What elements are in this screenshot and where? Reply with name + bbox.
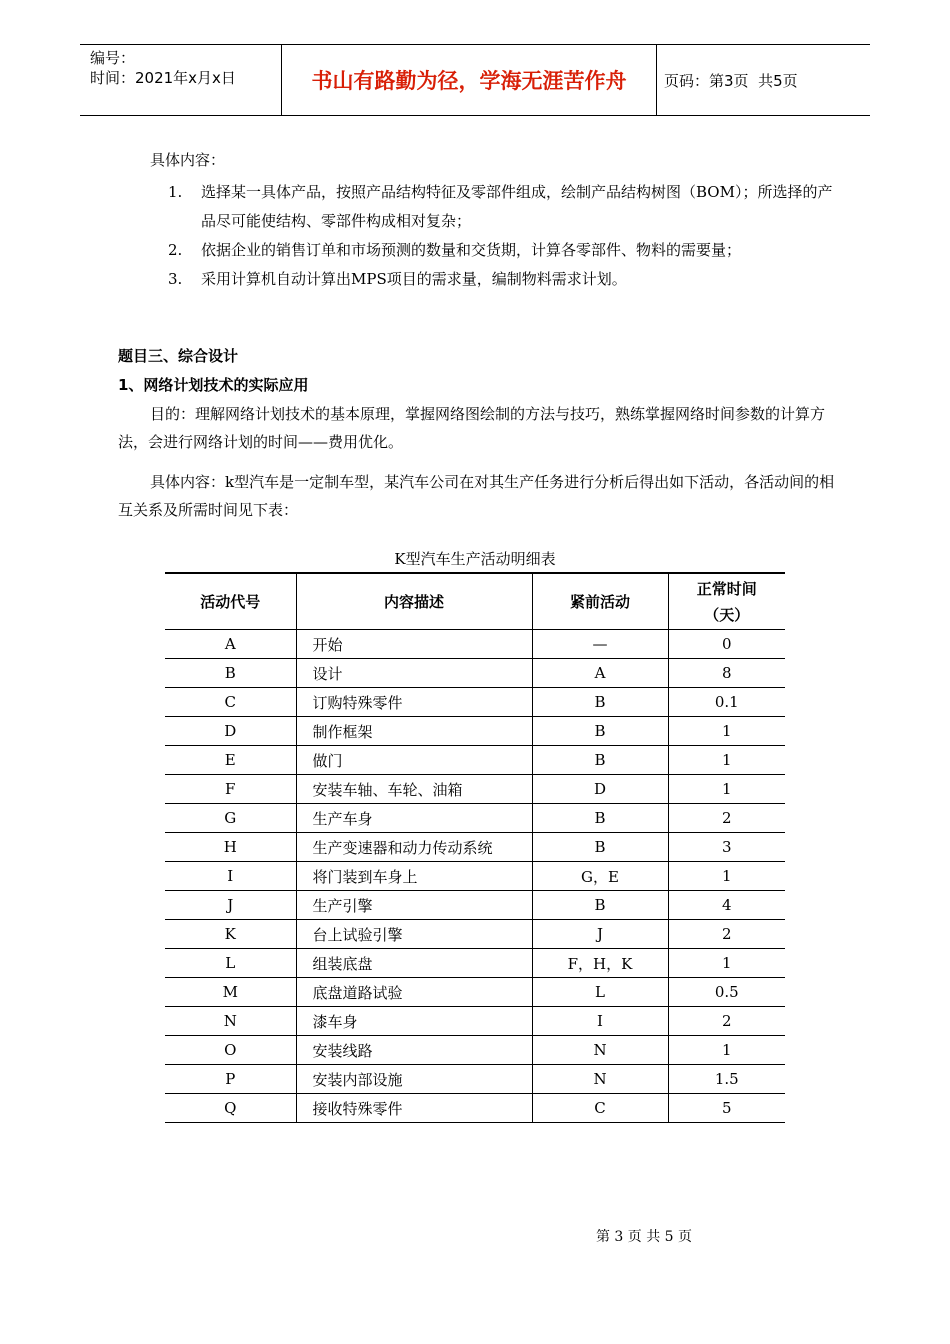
activity-table xyxy=(165,572,785,1123)
purpose-paragraph: 目的：理解网络计划技术的基本原理，掌握网络图绘制的方法与技巧，熟练掌握网络时间参数的计算方法，会进行网络计划的时间——费用优化。 xyxy=(118,405,826,451)
topic-title: 题目三、综合设计 xyxy=(118,347,239,365)
header-desc: 内容描述 xyxy=(296,573,532,630)
cell-code: N xyxy=(165,1007,296,1036)
cell-time: 2 xyxy=(668,1007,785,1036)
table-row xyxy=(165,1036,785,1065)
page-header xyxy=(80,44,870,116)
table-header-row xyxy=(165,573,785,630)
topic-subtitle: 1、网络计划技术的实际应用 xyxy=(118,376,309,394)
cell-code: K xyxy=(165,920,296,949)
cell-pred: B xyxy=(532,717,668,746)
content-paragraph: 具体内容：k型汽车是一定制车型，某汽车公司在对其生产任务进行分析后得出如下活动，各活动间的相互关系及所需时间见下表： xyxy=(118,473,835,519)
cell-time: 1 xyxy=(668,862,785,891)
cell-time: 4 xyxy=(668,891,785,920)
cell-pred: B xyxy=(532,688,668,717)
list-number: 1. xyxy=(168,183,183,201)
cell-time: 0 xyxy=(668,630,785,659)
cell-desc: 生产变速器和动力传动系统 xyxy=(296,833,532,862)
doc-time-label: 时间：2021年x月x日 xyxy=(90,69,236,87)
cell-pred: J xyxy=(532,920,668,949)
table-row xyxy=(165,804,785,833)
cell-time: 1.5 xyxy=(668,1065,785,1094)
cell-desc: 台上试验引擎 xyxy=(296,920,532,949)
cell-code: D xyxy=(165,717,296,746)
cell-desc: 设计 xyxy=(296,659,532,688)
list-number: 3. xyxy=(168,270,183,288)
cell-pred: B xyxy=(532,804,668,833)
cell-time: 5 xyxy=(668,1094,785,1123)
cell-time: 1 xyxy=(668,717,785,746)
cell-pred: B xyxy=(532,746,668,775)
cell-desc: 将门装到车身上 xyxy=(296,862,532,891)
header-motto: 书山有路勤为径，学海无涯苦作舟 xyxy=(281,45,657,115)
list-item xyxy=(168,265,848,294)
table-row xyxy=(165,833,785,862)
table-row xyxy=(165,1007,785,1036)
table-row xyxy=(165,1065,785,1094)
cell-time: 8 xyxy=(668,659,785,688)
cell-pred: I xyxy=(532,1007,668,1036)
table-row xyxy=(165,978,785,1007)
cell-time: 2 xyxy=(668,804,785,833)
cell-desc: 制作框架 xyxy=(296,717,532,746)
content-label: 具体内容： xyxy=(150,151,226,169)
table-row xyxy=(165,920,785,949)
cell-code: C xyxy=(165,688,296,717)
table-row xyxy=(165,891,785,920)
table-row xyxy=(165,1094,785,1123)
table-row xyxy=(165,949,785,978)
cell-code: Q xyxy=(165,1094,296,1123)
cell-time: 3 xyxy=(668,833,785,862)
cell-time: 1 xyxy=(668,775,785,804)
cell-code: P xyxy=(165,1065,296,1094)
list-text: 选择某一具体产品，按照产品结构特征及零部件组成，绘制产品结构树图（BOM）；所选择的产品尽可能使结构、零部件构成相对复杂； xyxy=(201,183,833,230)
header-page-info xyxy=(656,45,870,115)
list-text: 依据企业的销售订单和市场预测的数量和交货期，计算各零部件、物料的需要量； xyxy=(201,241,742,259)
cell-time: 1 xyxy=(668,746,785,775)
cell-time: 1 xyxy=(668,949,785,978)
list-item xyxy=(168,236,848,265)
table-row xyxy=(165,630,785,659)
cell-desc: 生产引擎 xyxy=(296,891,532,920)
table-row xyxy=(165,659,785,688)
cell-pred: A xyxy=(532,659,668,688)
header-code: 活动代号 xyxy=(165,573,296,630)
cell-pred: — xyxy=(532,630,668,659)
cell-desc: 安装线路 xyxy=(296,1036,532,1065)
cell-desc: 开始 xyxy=(296,630,532,659)
cell-desc: 组装底盘 xyxy=(296,949,532,978)
cell-pred: B xyxy=(532,891,668,920)
cell-code: I xyxy=(165,862,296,891)
table-caption: K型汽车生产活动明细表 xyxy=(394,550,556,568)
cell-code: B xyxy=(165,659,296,688)
cell-pred: B xyxy=(532,833,668,862)
cell-pred: C xyxy=(532,1094,668,1123)
cell-code: J xyxy=(165,891,296,920)
table-row xyxy=(165,717,785,746)
cell-pred: D xyxy=(532,775,668,804)
cell-pred: G，E xyxy=(532,862,668,891)
cell-code: M xyxy=(165,978,296,1007)
cell-code: H xyxy=(165,833,296,862)
cell-time: 2 xyxy=(668,920,785,949)
header-time-line1: 正常时间 xyxy=(696,579,757,598)
cell-desc: 底盘道路试验 xyxy=(296,978,532,1007)
cell-pred: N xyxy=(532,1036,668,1065)
cell-pred: L xyxy=(532,978,668,1007)
cell-code: A xyxy=(165,630,296,659)
page-footer: 第 3 页 共 5 页 xyxy=(595,1229,693,1245)
cell-code: E xyxy=(165,746,296,775)
table-row xyxy=(165,775,785,804)
cell-time: 0.5 xyxy=(668,978,785,1007)
cell-time: 0.1 xyxy=(668,688,785,717)
cell-code: G xyxy=(165,804,296,833)
cell-desc: 安装车轴、车轮、油箱 xyxy=(296,775,532,804)
list-number: 2. xyxy=(168,241,183,259)
cell-desc: 漆车身 xyxy=(296,1007,532,1036)
cell-desc: 生产车身 xyxy=(296,804,532,833)
table-row xyxy=(165,746,785,775)
cell-code: L xyxy=(165,949,296,978)
cell-desc: 安装内部设施 xyxy=(296,1065,532,1094)
cell-code: O xyxy=(165,1036,296,1065)
table-row xyxy=(165,688,785,717)
cell-pred: N xyxy=(532,1065,668,1094)
cell-pred: F，H，K xyxy=(532,949,668,978)
header-time-line2: （天） xyxy=(704,605,750,624)
cell-desc: 接收特殊零件 xyxy=(296,1094,532,1123)
cell-desc: 做门 xyxy=(296,746,532,775)
doc-number-label: 编号： xyxy=(90,49,136,67)
header-info xyxy=(80,45,280,115)
list-item xyxy=(168,178,848,236)
cell-desc: 订购特殊零件 xyxy=(296,688,532,717)
list-text: 采用计算机自动计算出MPS项目的需求量，编制物料需求计划。 xyxy=(201,270,627,288)
header-time xyxy=(668,573,785,630)
table-row xyxy=(165,862,785,891)
header-page-label: 页码：第3页 共5页 xyxy=(664,71,798,90)
header-pred: 紧前活动 xyxy=(532,573,668,630)
cell-time: 1 xyxy=(668,1036,785,1065)
cell-code: F xyxy=(165,775,296,804)
